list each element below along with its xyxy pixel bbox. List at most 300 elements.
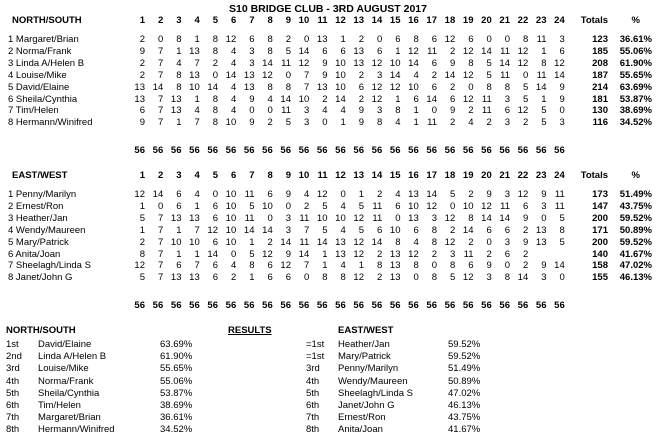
score-cell: 8 xyxy=(267,81,273,93)
score-cell: 5 xyxy=(139,272,145,284)
score-cell: 8 xyxy=(285,81,291,93)
score-cell: 8 xyxy=(486,81,492,93)
score-cell: 0 xyxy=(504,260,510,272)
score-cell: 6 xyxy=(486,224,492,236)
score-cell: 12 xyxy=(408,248,419,260)
score-cell: 14 xyxy=(207,248,218,260)
score-cell: 2 xyxy=(358,93,364,105)
score-cell: 1 xyxy=(395,45,401,57)
score-cell: 10 xyxy=(225,236,237,248)
score-cell: 4 xyxy=(413,236,419,248)
score-cell: 14 xyxy=(152,81,164,93)
board-column-header: 23 xyxy=(535,170,547,181)
score-cell: 10 xyxy=(335,57,346,69)
score-cell: 8 xyxy=(212,117,218,129)
board-column-header: 20 xyxy=(481,170,492,181)
score-cell: 11 xyxy=(554,189,565,200)
score-cell: 3 xyxy=(431,212,437,224)
score-cell: 7 xyxy=(303,260,310,272)
score-cell: 14 xyxy=(408,57,419,69)
score-cell: 14 xyxy=(280,93,291,105)
pair-percentage: 50.89% xyxy=(619,224,652,236)
score-cell: 2 xyxy=(358,34,364,45)
column-total: 56 xyxy=(189,145,200,156)
score-cell: 12 xyxy=(517,105,529,117)
score-cell: 6 xyxy=(176,200,182,212)
score-cell: 4 xyxy=(230,81,237,93)
score-cell: 8 xyxy=(139,248,145,260)
score-cell: 11 xyxy=(372,200,383,212)
score-cell: 6 xyxy=(212,200,218,212)
score-cell: 3 xyxy=(285,224,291,236)
column-total: 56 xyxy=(280,145,291,156)
score-cell: 11 xyxy=(536,34,547,45)
result-pair-name: Linda A/Helen B xyxy=(38,351,107,363)
score-cell: 4 xyxy=(230,45,237,57)
score-cell: 13 xyxy=(170,105,182,117)
score-cell: 5 xyxy=(322,200,328,212)
score-cell: 13 xyxy=(316,34,328,45)
score-cell: 4 xyxy=(267,93,273,105)
table-row xyxy=(0,46,656,58)
score-cell: 12 xyxy=(262,248,273,260)
score-cell: 12 xyxy=(554,57,565,69)
board-column-header: 8 xyxy=(267,170,273,181)
totals-header: Totals xyxy=(580,15,608,26)
score-cell: 3 xyxy=(541,272,547,284)
result-percentage: 36.61% xyxy=(160,412,193,424)
score-cell: 7 xyxy=(157,57,164,69)
board-column-header: 2 xyxy=(157,15,164,26)
score-cell: 10 xyxy=(189,81,200,93)
board-column-header: 18 xyxy=(444,15,456,26)
score-cell: 14 xyxy=(481,212,492,224)
score-cell: 8 xyxy=(176,69,182,81)
board-column-header: 13 xyxy=(353,15,364,26)
score-cell: 12 xyxy=(262,69,273,81)
score-cell: 8 xyxy=(413,260,419,272)
result-position: 5th xyxy=(306,387,320,399)
score-cell: 4 xyxy=(322,105,328,117)
score-cell: 2 xyxy=(230,272,237,284)
score-cell: 4 xyxy=(230,105,237,117)
result-percentage: 53.87% xyxy=(160,387,193,399)
score-cell: 13 xyxy=(189,69,200,81)
pair-name: 4 Louise/Mike xyxy=(8,69,67,81)
table-row xyxy=(0,34,656,46)
score-cell: 2 xyxy=(303,200,310,212)
board-column-header: 21 xyxy=(499,15,510,26)
score-cell: 0 xyxy=(559,105,565,117)
score-cell: 1 xyxy=(249,272,255,284)
score-cell: 6 xyxy=(504,224,510,236)
score-cell: 3 xyxy=(376,69,383,81)
score-cell: 0 xyxy=(230,248,237,260)
score-cell: 5 xyxy=(449,272,456,284)
score-cell: 5 xyxy=(139,212,145,224)
column-total: 56 xyxy=(152,145,164,156)
board-column-header: 24 xyxy=(554,170,565,181)
score-cell: 4 xyxy=(230,93,237,105)
result-percentage: 59.52% xyxy=(448,339,481,350)
score-cell: 14 xyxy=(298,45,310,57)
score-cell: 5 xyxy=(559,212,565,224)
score-cell: 5 xyxy=(486,57,492,69)
score-cell: 2 xyxy=(449,117,456,129)
score-cell: 10 xyxy=(225,212,237,224)
score-cell: 9 xyxy=(449,57,456,69)
score-cell: 1 xyxy=(176,224,182,236)
score-cell: 9 xyxy=(486,189,492,200)
score-cell: 3 xyxy=(504,236,510,248)
column-total: 56 xyxy=(170,300,182,311)
table-row xyxy=(0,189,656,201)
score-cell: 0 xyxy=(340,189,346,200)
score-cell: 8 xyxy=(176,34,182,45)
score-cell: 9 xyxy=(541,189,547,200)
score-cell: 3 xyxy=(249,57,255,69)
score-cell: 14 xyxy=(554,260,565,272)
results-list-item xyxy=(306,363,606,375)
score-cell: 4 xyxy=(468,117,474,129)
pair-total: 208 xyxy=(592,57,608,69)
score-cell: 7 xyxy=(157,45,164,57)
score-cell: 10 xyxy=(225,200,237,212)
pct-header: % xyxy=(631,170,640,181)
score-cell: 9 xyxy=(249,117,255,129)
column-total: 56 xyxy=(481,145,492,156)
score-cell: 0 xyxy=(486,236,492,248)
score-cell: 2 xyxy=(468,236,474,248)
pair-total: 130 xyxy=(592,105,608,117)
score-cell: 14 xyxy=(426,189,437,200)
result-percentage: 55.65% xyxy=(160,363,193,375)
score-cell: 14 xyxy=(316,236,328,248)
result-position: 1st xyxy=(6,339,19,350)
pair-percentage: 34.52% xyxy=(619,117,652,129)
pair-total: 147 xyxy=(592,200,608,212)
results-list-item xyxy=(6,400,306,412)
pair-name: 3 Linda A/Helen B xyxy=(8,57,85,69)
result-percentage: 47.02% xyxy=(448,387,481,399)
score-cell: 8 xyxy=(449,260,456,272)
score-cell: 2 xyxy=(139,236,145,248)
column-total: 56 xyxy=(280,300,291,311)
score-cell: 10 xyxy=(335,69,346,81)
score-cell: 11 xyxy=(481,93,492,105)
column-total: 56 xyxy=(462,145,474,156)
column-total: 56 xyxy=(225,300,237,311)
score-cell: 0 xyxy=(285,69,291,81)
score-cell: 1 xyxy=(322,260,328,272)
score-cell: 3 xyxy=(303,105,310,117)
score-cell: 2 xyxy=(449,81,456,93)
column-total: 56 xyxy=(134,145,145,156)
score-cell: 0 xyxy=(522,69,529,81)
table-row xyxy=(0,213,656,225)
pair-percentage: 38.69% xyxy=(619,105,652,117)
score-cell: 11 xyxy=(281,57,291,69)
score-cell: 6 xyxy=(395,200,401,212)
results-list-item xyxy=(6,351,306,363)
score-cell: 5 xyxy=(249,200,255,212)
score-cell: 9 xyxy=(285,248,291,260)
score-cell: 14 xyxy=(426,93,437,105)
score-cell: 7 xyxy=(157,69,164,81)
score-cell: 6 xyxy=(285,272,291,284)
results-list-item xyxy=(306,388,606,400)
score-cell: 12 xyxy=(444,212,456,224)
pair-percentage: 61.90% xyxy=(619,57,652,69)
pair-percentage: 43.75% xyxy=(619,200,652,212)
score-cell: 2 xyxy=(449,45,456,57)
board-column-header: 9 xyxy=(285,15,291,26)
score-cell: 12 xyxy=(353,272,364,284)
score-cell: 10 xyxy=(408,81,419,93)
column-total: 56 xyxy=(426,300,437,311)
results-list-item xyxy=(306,339,606,351)
pair-name: 3 Heather/Jan xyxy=(8,212,68,224)
score-cell: 1 xyxy=(139,200,145,212)
score-cell: 7 xyxy=(194,117,200,129)
score-cell: 13 xyxy=(335,248,346,260)
result-position: 3rd xyxy=(6,363,20,375)
score-cell: 0 xyxy=(559,272,565,284)
table-row xyxy=(0,272,656,284)
column-total: 56 xyxy=(371,300,383,311)
result-pair-name: Ernest/Ron xyxy=(338,412,386,424)
score-cell: 0 xyxy=(431,260,437,272)
score-cell: 9 xyxy=(249,93,255,105)
score-cell: 4 xyxy=(395,189,401,200)
score-cell: 14 xyxy=(298,248,310,260)
score-cell: 1 xyxy=(194,93,200,105)
score-cell: 11 xyxy=(244,189,255,200)
result-position: 5th xyxy=(6,387,20,399)
column-total: 56 xyxy=(481,300,492,311)
score-cell: 7 xyxy=(303,81,310,93)
score-cell: 13 xyxy=(408,212,419,224)
result-position: 4th xyxy=(306,375,320,387)
score-cell: 11 xyxy=(500,200,510,212)
score-cell: 13 xyxy=(408,189,419,200)
result-percentage: 46.13% xyxy=(448,400,481,411)
score-cell: 2 xyxy=(267,236,273,248)
result-position: =1st xyxy=(306,339,325,350)
score-cell: 13 xyxy=(189,212,200,224)
table-row xyxy=(0,201,656,213)
board-column-header: 3 xyxy=(176,15,182,26)
pair-name: 6 Anita/Joan xyxy=(8,248,61,260)
score-cell: 12 xyxy=(316,189,328,200)
pair-name: 1 Margaret/Brian xyxy=(8,34,79,45)
score-cell: 3 xyxy=(559,117,565,129)
score-cell: 11 xyxy=(244,212,255,224)
score-cell: 11 xyxy=(427,45,437,57)
score-cell: 1 xyxy=(541,45,547,57)
column-total: 56 xyxy=(517,300,529,311)
column-total: 56 xyxy=(316,145,328,156)
pair-percentage: 51.49% xyxy=(619,189,652,200)
score-cell: 5 xyxy=(285,45,291,57)
score-cell: 4 xyxy=(413,69,419,81)
score-cell: 13 xyxy=(134,93,145,105)
score-cell: 13 xyxy=(335,236,346,248)
score-cell: 12 xyxy=(462,93,474,105)
score-cell: 3 xyxy=(285,212,291,224)
score-cell: 0 xyxy=(395,212,401,224)
score-cell: 10 xyxy=(408,200,419,212)
score-cell: 11 xyxy=(500,45,510,57)
score-cell: 0 xyxy=(541,212,547,224)
results-list-item xyxy=(6,376,306,388)
column-total: 56 xyxy=(298,145,310,156)
score-cell: 13 xyxy=(170,272,182,284)
score-cell: 2 xyxy=(358,69,364,81)
score-cell: 14 xyxy=(444,69,456,81)
board-column-header: 10 xyxy=(298,170,310,181)
score-cell: 14 xyxy=(262,224,273,236)
column-total: 56 xyxy=(554,145,565,156)
pair-name: 7 Tim/Helen xyxy=(8,105,59,117)
score-cell: 12 xyxy=(389,81,401,93)
pair-name: 8 Janet/John G xyxy=(8,272,73,284)
score-cell: 10 xyxy=(335,81,346,93)
score-cell: 4 xyxy=(303,189,310,200)
results-heading: RESULTS xyxy=(228,325,272,336)
score-cell: 6 xyxy=(267,272,273,284)
score-cell: 12 xyxy=(134,189,145,200)
score-cell: 1 xyxy=(340,117,346,129)
results-list-item xyxy=(6,363,306,375)
score-cell: 3 xyxy=(249,45,255,57)
score-cell: 2 xyxy=(522,260,529,272)
score-cell: 1 xyxy=(194,248,200,260)
pair-name: 2 Norma/Frank xyxy=(8,45,72,57)
column-total: 56 xyxy=(225,145,237,156)
score-cell: 3 xyxy=(541,200,547,212)
score-cell: 2 xyxy=(468,189,474,200)
score-cell: 5 xyxy=(486,69,492,81)
score-cell: 8 xyxy=(431,236,437,248)
score-cell: 3 xyxy=(449,248,456,260)
board-column-header: 12 xyxy=(335,170,346,181)
score-cell: 8 xyxy=(176,81,182,93)
pair-name: 8 Hermann/Winifred xyxy=(8,117,93,129)
score-cell: 14 xyxy=(280,236,291,248)
score-cell: 8 xyxy=(522,34,529,45)
board-column-header: 10 xyxy=(298,15,310,26)
result-pair-name: Margaret/Brian xyxy=(38,412,101,424)
score-cell: 0 xyxy=(431,105,437,117)
board-column-header: 5 xyxy=(212,170,218,181)
score-cell: 10 xyxy=(389,224,401,236)
score-cell: 13 xyxy=(243,81,255,93)
score-cell: 6 xyxy=(176,260,182,272)
score-cell: 14 xyxy=(207,81,218,93)
score-cell: 11 xyxy=(463,248,474,260)
score-cell: 6 xyxy=(522,200,529,212)
score-cell: 6 xyxy=(212,236,218,248)
score-cell: 12 xyxy=(371,81,383,93)
score-cell: 6 xyxy=(431,57,437,69)
score-cell: 13 xyxy=(189,45,200,57)
score-cell: 0 xyxy=(285,200,291,212)
column-total: 56 xyxy=(499,300,510,311)
score-cell: 7 xyxy=(157,260,164,272)
score-cell: 14 xyxy=(554,69,565,81)
score-cell: 14 xyxy=(517,272,529,284)
score-cell: 1 xyxy=(176,248,182,260)
board-column-header: 16 xyxy=(408,15,419,26)
score-cell: 14 xyxy=(481,45,492,57)
table-row xyxy=(0,70,656,82)
score-cell: 4 xyxy=(176,57,182,69)
board-column-header: 15 xyxy=(389,170,401,181)
score-cell: 0 xyxy=(322,117,328,129)
pair-percentage: 36.61% xyxy=(619,34,652,45)
score-cell: 5 xyxy=(358,224,364,236)
score-cell: 2 xyxy=(486,248,492,260)
result-percentage: 38.69% xyxy=(160,400,193,411)
table-row xyxy=(0,260,656,272)
score-cell: 0 xyxy=(376,34,383,45)
column-total: 56 xyxy=(535,145,547,156)
score-cell: 9 xyxy=(541,260,547,272)
score-cell: 0 xyxy=(157,34,164,45)
column-total: 56 xyxy=(207,300,218,311)
pair-total: 173 xyxy=(592,189,608,200)
score-cell: 0 xyxy=(267,212,273,224)
score-cell: 9 xyxy=(522,212,529,224)
score-cell: 8 xyxy=(504,272,510,284)
score-cell: 0 xyxy=(212,189,218,200)
score-cell: 6 xyxy=(139,105,145,117)
result-position: 8th xyxy=(306,424,320,436)
score-cell: 4 xyxy=(194,189,200,200)
score-cell: 9 xyxy=(358,117,364,129)
board-column-header: 12 xyxy=(335,15,346,26)
score-cell: 13 xyxy=(535,224,547,236)
score-cell: 6 xyxy=(212,272,218,284)
pair-total: 185 xyxy=(592,45,608,57)
result-pair-name: Janet/John G xyxy=(338,400,395,411)
score-cell: 4 xyxy=(340,105,346,117)
result-percentage: 50.89% xyxy=(448,375,481,387)
score-cell: 12 xyxy=(444,236,456,248)
column-total: 56 xyxy=(262,145,273,156)
score-cell: 6 xyxy=(340,45,346,57)
score-cell: 4 xyxy=(194,105,200,117)
board-column-header: 6 xyxy=(230,170,237,181)
score-cell: 1 xyxy=(413,105,419,117)
score-cell: 9 xyxy=(449,105,456,117)
score-cell: 9 xyxy=(559,93,565,105)
section-header-row xyxy=(0,15,656,27)
score-cell: 12 xyxy=(207,224,218,236)
results-list-item xyxy=(6,339,306,351)
score-cell: 0 xyxy=(504,34,510,45)
board-column-header: 17 xyxy=(426,15,437,26)
score-cell: 6 xyxy=(376,45,383,57)
score-cell: 2 xyxy=(267,117,273,129)
score-cell: 8 xyxy=(468,212,474,224)
score-cell: 13 xyxy=(389,260,401,272)
score-cell: 8 xyxy=(376,117,383,129)
score-cell: 0 xyxy=(157,200,164,212)
score-cell: 8 xyxy=(212,34,218,45)
pair-total: 171 xyxy=(592,224,608,236)
